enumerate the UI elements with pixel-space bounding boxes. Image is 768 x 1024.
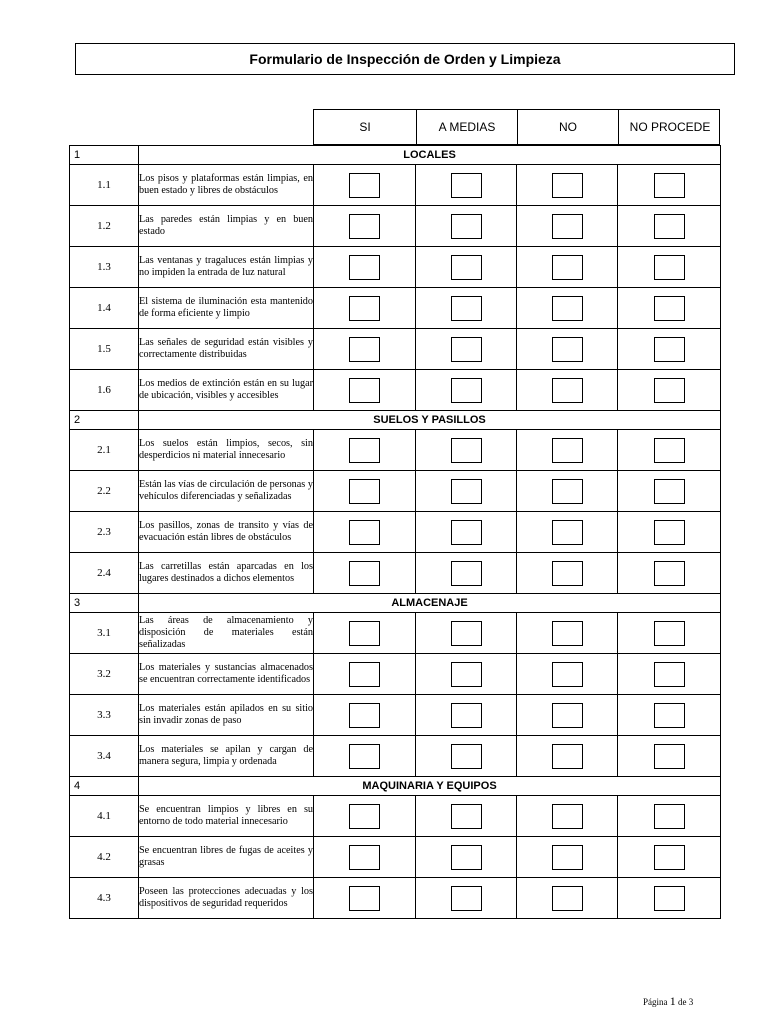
inspection-table [69,145,721,919]
checkbox-a-medias[interactable] [451,886,482,911]
item-number: 3.4 [70,736,139,777]
table-row [70,796,721,837]
checkbox-si[interactable] [349,479,380,504]
section-header-row [70,146,721,165]
section-header-row [70,777,721,796]
section-header-row [70,594,721,613]
checkbox-a-medias[interactable] [451,378,482,403]
table-row [70,736,721,777]
section-title: MAQUINARIA Y EQUIPOS [139,777,721,796]
item-number: 1.1 [70,165,139,206]
table-row [70,165,721,206]
cell-a-medias [416,206,517,247]
checkbox-a-medias[interactable] [451,621,482,646]
item-question: Poseen las protecciones adecuadas y los dispositivos de seguridad requeridos [139,878,314,919]
cell-a-medias [416,329,517,370]
cell-no [517,736,618,777]
checkbox-no-procede[interactable] [654,520,685,545]
section-title: LOCALES [139,146,721,165]
checkbox-a-medias[interactable] [451,214,482,239]
cell-no [517,695,618,736]
checkbox-no-procede[interactable] [654,561,685,586]
checkbox-si[interactable] [349,662,380,687]
cell-a-medias [416,165,517,206]
checkbox-no-procede[interactable] [654,296,685,321]
checkbox-no-procede[interactable] [654,438,685,463]
item-number: 2.4 [70,553,139,594]
checkbox-no-procede[interactable] [654,337,685,362]
item-number: 3.1 [70,613,139,654]
checkbox-a-medias[interactable] [451,804,482,829]
cell-si [314,329,416,370]
checkbox-no[interactable] [552,255,583,280]
checkbox-a-medias[interactable] [451,337,482,362]
cell-no-procede [618,329,721,370]
checkbox-no[interactable] [552,621,583,646]
item-question: Se encuentran libres de fugas de aceites y grasas [139,837,314,878]
item-question: Los medios de extinción están en su lugar de ubicación, visibles y accesibles [139,370,314,411]
table-row [70,329,721,370]
cell-si [314,288,416,329]
checkbox-no-procede[interactable] [654,662,685,687]
cell-no [517,512,618,553]
cell-a-medias [416,471,517,512]
cell-no [517,654,618,695]
item-question: Las áreas de almacenamiento y disposición de materiales están señalizadas [139,613,314,654]
checkbox-no-procede[interactable] [654,621,685,646]
section-number: 3 [70,594,139,613]
item-number: 4.1 [70,796,139,837]
item-question: Las paredes están limpias y en buen estado [139,206,314,247]
checkbox-a-medias[interactable] [451,173,482,198]
checkbox-si[interactable] [349,703,380,728]
cell-si [314,471,416,512]
checkbox-a-medias[interactable] [451,296,482,321]
checkbox-no-procede[interactable] [654,378,685,403]
checkbox-no-procede[interactable] [654,479,685,504]
form-title-box [75,43,735,75]
section-number: 4 [70,777,139,796]
checkbox-si[interactable] [349,744,380,769]
item-question: Los pisos y plataformas están limpias, en buen estado y libres de obstáculos [139,165,314,206]
checkbox-si[interactable] [349,337,380,362]
cell-no [517,553,618,594]
cell-si [314,512,416,553]
table-row [70,613,721,654]
checkbox-a-medias[interactable] [451,744,482,769]
cell-a-medias [416,837,517,878]
item-question: Los materiales se apilan y cargan de manera segura, limpia y ordenada [139,736,314,777]
checkbox-no[interactable] [552,438,583,463]
table-row [70,471,721,512]
table-row [70,654,721,695]
page-footer [643,994,693,1009]
checkbox-no[interactable] [552,214,583,239]
cell-a-medias [416,796,517,837]
item-number: 2.1 [70,430,139,471]
cell-a-medias [416,430,517,471]
table-row [70,288,721,329]
cell-a-medias [416,553,517,594]
section-number: 1 [70,146,139,165]
cell-si [314,553,416,594]
cell-no-procede [618,370,721,411]
checkbox-si[interactable] [349,520,380,545]
table-row [70,695,721,736]
cell-no [517,471,618,512]
item-number: 1.4 [70,288,139,329]
cell-no-procede [618,206,721,247]
cell-no-procede [618,796,721,837]
item-number: 1.2 [70,206,139,247]
section-header-row [70,411,721,430]
checkbox-a-medias[interactable] [451,520,482,545]
cell-no-procede [618,247,721,288]
item-number: 1.6 [70,370,139,411]
checkbox-no[interactable] [552,845,583,870]
col-header-no: NO [517,110,618,144]
checkbox-si[interactable] [349,255,380,280]
cell-a-medias [416,370,517,411]
cell-a-medias [416,736,517,777]
checkbox-no[interactable] [552,886,583,911]
col-header-a-medias: A MEDIAS [416,110,517,144]
item-number: 4.2 [70,837,139,878]
checkbox-no-procede[interactable] [654,255,685,280]
section-title: ALMACENAJE [139,594,721,613]
footer-of-label: de [678,997,687,1007]
cell-a-medias [416,512,517,553]
checkbox-a-medias[interactable] [451,438,482,463]
cell-a-medias [416,613,517,654]
cell-a-medias [416,654,517,695]
checkbox-no-procede[interactable] [654,845,685,870]
checkbox-si[interactable] [349,378,380,403]
table-row [70,206,721,247]
table-row [70,512,721,553]
checkbox-no[interactable] [552,296,583,321]
cell-si [314,247,416,288]
item-question: Las ventanas y tragaluces están limpias y no impiden la entrada de luz natural [139,247,314,288]
cell-a-medias [416,247,517,288]
col-header-no-procede: NO PROCEDE [618,110,721,144]
item-question: Los suelos están limpios, secos, sin desperdicios ni material innecesario [139,430,314,471]
item-number: 4.3 [70,878,139,919]
col-header-si: SI [359,120,371,134]
checkbox-si[interactable] [349,886,380,911]
checkbox-no[interactable] [552,337,583,362]
checkbox-no[interactable] [552,662,583,687]
footer-total-pages: 3 [688,997,694,1007]
table-row [70,370,721,411]
cell-no-procede [618,288,721,329]
cell-no [517,878,618,919]
checkbox-si[interactable] [349,561,380,586]
checkbox-no-procede[interactable] [654,886,685,911]
checkbox-no[interactable] [552,173,583,198]
checkbox-si[interactable] [349,845,380,870]
table-row [70,837,721,878]
item-number: 2.2 [70,471,139,512]
cell-si [314,430,416,471]
cell-a-medias [416,288,517,329]
checkbox-no[interactable] [552,703,583,728]
cell-no-procede [618,654,721,695]
item-number: 1.3 [70,247,139,288]
checkbox-si[interactable] [349,173,380,198]
footer-page-label: Página [643,997,668,1007]
cell-no [517,206,618,247]
item-number: 3.3 [70,695,139,736]
cell-no [517,430,618,471]
cell-si [314,796,416,837]
checkbox-si[interactable] [349,296,380,321]
checkbox-a-medias[interactable] [451,479,482,504]
checkbox-si[interactable] [349,804,380,829]
footer-page-number: 1 [669,994,676,1008]
cell-no-procede [618,471,721,512]
checkbox-no-procede[interactable] [654,214,685,239]
item-number: 2.3 [70,512,139,553]
checkbox-a-medias[interactable] [451,703,482,728]
cell-no [517,329,618,370]
cell-si [314,613,416,654]
checkbox-no-procede[interactable] [654,744,685,769]
checkbox-no[interactable] [552,744,583,769]
cell-si [314,206,416,247]
checkbox-no-procede[interactable] [654,703,685,728]
cell-no [517,288,618,329]
cell-si [314,695,416,736]
checkbox-no-procede[interactable] [654,804,685,829]
checkbox-no[interactable] [552,378,583,403]
checkbox-no[interactable] [552,561,583,586]
checkbox-si[interactable] [349,214,380,239]
cell-si [314,654,416,695]
section-number: 2 [70,411,139,430]
cell-si [314,837,416,878]
checkbox-no[interactable] [552,520,583,545]
cell-si [314,736,416,777]
cell-no-procede [618,736,721,777]
cell-no [517,370,618,411]
cell-no-procede [618,613,721,654]
item-question: El sistema de iluminación esta mantenido de forma eficiente y limpio [139,288,314,329]
table-row [70,430,721,471]
item-question: Los pasillos, zonas de transito y vías de evacuación están libres de obstáculos [139,512,314,553]
cell-no-procede [618,512,721,553]
options-header [313,109,720,145]
cell-no-procede [618,553,721,594]
table-row [70,553,721,594]
item-question: Los materiales están apilados en su sitio sin invadir zonas de paso [139,695,314,736]
item-question: Se encuentran limpios y libres en su entorno de todo material innecesario [139,796,314,837]
cell-a-medias [416,878,517,919]
cell-no [517,796,618,837]
cell-no [517,165,618,206]
cell-no-procede [618,430,721,471]
cell-si [314,165,416,206]
checkbox-a-medias[interactable] [451,662,482,687]
form-title: Formulario de Inspección de Orden y Limpieza [249,51,561,67]
cell-no [517,613,618,654]
cell-no [517,837,618,878]
checkbox-a-medias[interactable] [451,255,482,280]
checkbox-a-medias[interactable] [451,561,482,586]
cell-no-procede [618,165,721,206]
item-question: Los materiales y sustancias almacenados se encuentran correctamente identificados [139,654,314,695]
cell-si [314,370,416,411]
item-number: 1.5 [70,329,139,370]
cell-a-medias [416,695,517,736]
checkbox-no[interactable] [552,479,583,504]
cell-si [314,878,416,919]
item-question: Las señales de seguridad están visibles y correctamente distribuidas [139,329,314,370]
table-row [70,247,721,288]
section-title: SUELOS Y PASILLOS [139,411,721,430]
item-question: Las carretillas están aparcadas en los lugares destinados a dichos elementos [139,553,314,594]
checkbox-a-medias[interactable] [451,845,482,870]
cell-no [517,247,618,288]
checkbox-si[interactable] [349,621,380,646]
checkbox-si[interactable] [349,438,380,463]
table-row [70,878,721,919]
item-question: Están las vías de circulación de personas y vehículos diferenciadas y señalizadas [139,471,314,512]
item-number: 3.2 [70,654,139,695]
cell-no-procede [618,878,721,919]
checkbox-no-procede[interactable] [654,173,685,198]
cell-no-procede [618,695,721,736]
checkbox-no[interactable] [552,804,583,829]
cell-no-procede [618,837,721,878]
